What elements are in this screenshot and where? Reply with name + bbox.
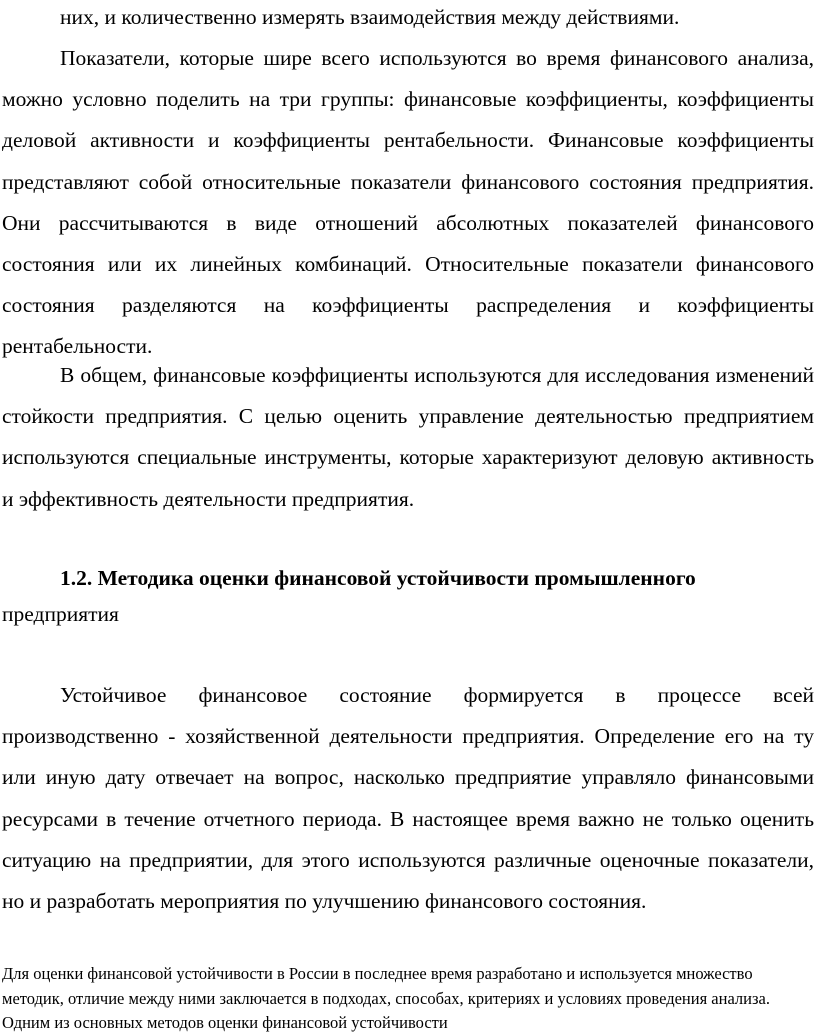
section-heading bbox=[2, 560, 814, 632]
paragraph-stable-state: Устойчивое финансовое состояние формируется в процессе всей производственно - хозяйственной деятельности предприятия. Определение его на ту или иную дату отвечает на вопрос, насколько предприятие управляло финансовыми ресурсами в течение отчетного периода. В настоящее время важно не только оценить ситуацию на предприятии, для этого используются различные оценочные показатели, но и разработать мероприятия по улучшению финансового состояния. bbox=[2, 683, 814, 914]
paragraph-indicators: Показатели, которые шире всего используются во время финансового анализа, можно условно поделить на три группы: финансовые коэффициенты, коэффициенты деловой активности и коэффициенты рентабельности. Финансовые коэффициенты представляют собой относительные показатели финансового состояния предприятия. Они рассчитываются в виде отношений абсолютных показателей финансового состояния или их линейных комбинаций. Относительные показатели финансового состояния разделяются на коэффициенты распределения и коэффициенты рентабельности. bbox=[2, 46, 814, 359]
section-heading-rest: предприятия bbox=[2, 602, 119, 626]
section-heading-bold: 1.2. Методика оценки финансовой устойчивости промышленного bbox=[60, 566, 696, 590]
paragraph-methods-small: Для оценки финансовой устойчивости в России в последнее время разработано и используется множество методик, отличие между ними заключается в подходах, способах, критериях и условиях проведения анализа. Одним из основных методов оценки финансовой устойчивости bbox=[2, 964, 770, 1032]
paragraph-continuation: них, и количественно измерять взаимодействия между действиями. bbox=[60, 5, 680, 29]
paragraph-financial-coefficients: В общем, финансовые коэффициенты используются для исследования изменений стойкости предприятия. С целью оценить управление деятельностью предприятием используются специальные инструменты, которые характеризуют деловую активность и эффективность деятельности предприятия. bbox=[2, 363, 814, 511]
